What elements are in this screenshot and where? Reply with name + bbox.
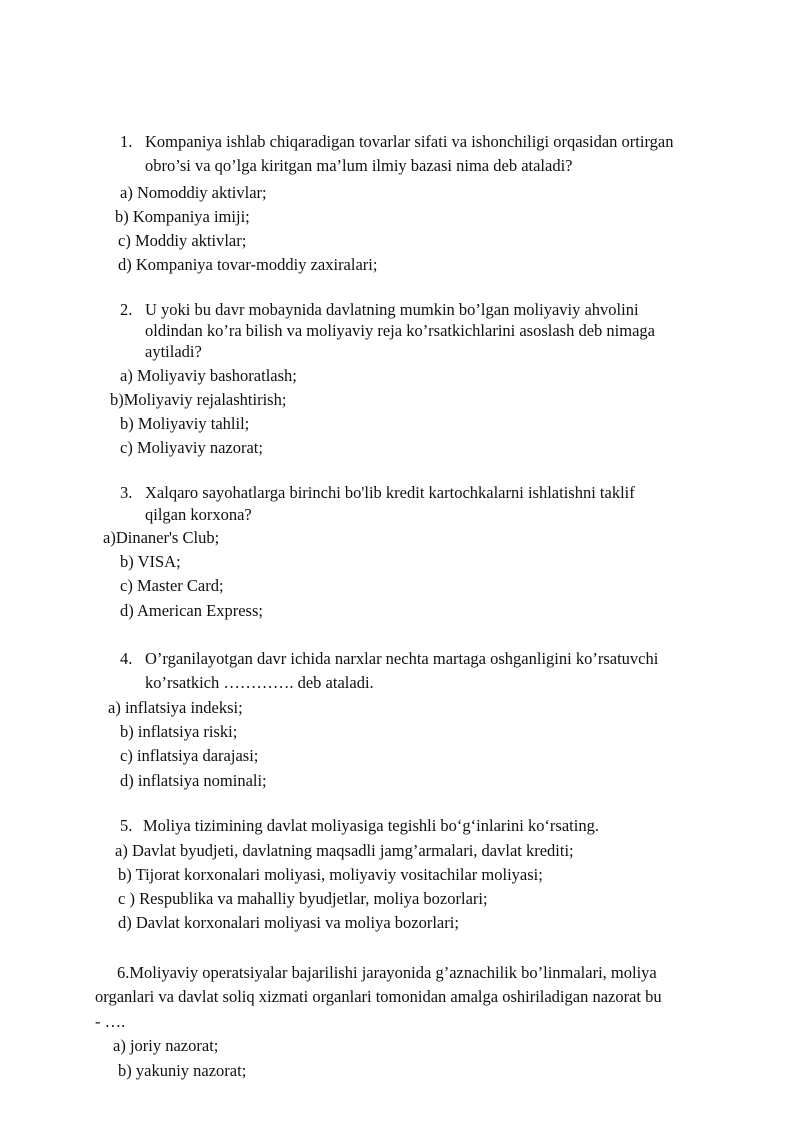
question-3-number: 3. — [120, 483, 133, 502]
question-2-option-a: a) Moliyaviy bashoratlash; — [120, 366, 297, 385]
question-4-text-line-1: O’rganilayotgan davr ichida narxlar nechta martaga oshganligini ko’rsatuvchi — [145, 649, 659, 668]
question-5-text-line-1: Moliya tizimining davlat moliyasiga tegishli bo‘g‘inlarini ko‘rsating. — [143, 816, 599, 835]
question-3-option-c: c) Master Card; — [120, 576, 224, 595]
question-5-option-a: a) Davlat byudjeti, davlatning maqsadli jamg’armalari, davlat krediti; — [115, 841, 574, 860]
question-3-text-line-2: qilgan korxona? — [145, 505, 252, 524]
question-4-option-c: c) inflatsiya darajasi; — [120, 746, 259, 765]
question-3-option-a: a)Dinaner's Club; — [103, 528, 220, 547]
question-4-text-line-2: ko’rsatkich …………. deb ataladi. — [145, 673, 374, 692]
question-2-number: 2. — [120, 300, 133, 319]
question-2-text-line-1: U yoki bu davr mobaynida davlatning mumkin bo’lgan moliyaviy ahvolini — [145, 300, 639, 319]
question-2-option-b2: b) Moliyaviy tahlil; — [120, 414, 250, 433]
question-2-text-line-2: oldindan ko’ra bilish va moliyaviy reja ko’rsatkichlarini asoslash deb nimaga — [145, 321, 655, 340]
question-3-option-b: b) VISA; — [120, 552, 181, 571]
question-3-option-d: d) American Express; — [120, 601, 263, 620]
question-1-option-a: a) Nomoddiy aktivlar; — [120, 183, 267, 202]
question-3-text-line-1: Xalqaro sayohatlarga birinchi bo'lib kredit kartochkalarni ishlatishni taklif — [145, 483, 635, 502]
question-5-option-d: d) Davlat korxonalari moliyasi va moliya bozorlari; — [118, 913, 459, 932]
question-6-option-a: a) joriy nazorat; — [113, 1036, 219, 1055]
question-2-option-b: b)Moliyaviy rejalashtirish; — [110, 390, 287, 409]
question-5-option-c: c ) Respublika va mahalliy byudjetlar, moliya bozorlari; — [118, 889, 488, 908]
question-6-text-line-2: organlari va davlat soliq xizmati organlari tomonidan amalga oshiriladigan nazorat bu — [95, 987, 662, 1006]
question-5-option-b: b) Tijorat korxonalari moliyasi, moliyaviy vositachilar moliyasi; — [118, 865, 543, 884]
question-1-text-line-2: obro’si va qo’lga kiritgan ma’lum ilmiy bazasi nima deb ataladi? — [145, 156, 573, 175]
question-2-text-line-3: aytiladi? — [145, 342, 202, 361]
question-4-number: 4. — [120, 649, 133, 668]
question-6-text-line-1: 6.Moliyaviy operatsiyalar bajarilishi jarayonida g’aznachilik bo’linmalari, moliya — [117, 963, 657, 982]
question-1-number: 1. — [120, 132, 133, 151]
question-1-option-c: c) Moddiy aktivlar; — [118, 231, 247, 250]
question-4-option-d: d) inflatsiya nominali; — [120, 771, 267, 790]
question-1-text-line-1: Kompaniya ishlab chiqaradigan tovarlar sifati va ishonchiligi orqasidan ortirgan — [145, 132, 674, 151]
question-4-option-a: a) inflatsiya indeksi; — [108, 698, 243, 717]
question-4-option-b: b) inflatsiya riski; — [120, 722, 238, 741]
question-1-option-d: d) Kompaniya tovar-moddiy zaxiralari; — [118, 255, 378, 274]
question-6-option-b: b) yakuniy nazorat; — [118, 1061, 247, 1080]
question-1-option-b: b) Kompaniya imiji; — [115, 207, 250, 226]
question-6-text-line-3: - …. — [95, 1012, 126, 1031]
question-2-option-c: c) Moliyaviy nazorat; — [120, 438, 263, 457]
question-5-number: 5. — [120, 816, 133, 835]
